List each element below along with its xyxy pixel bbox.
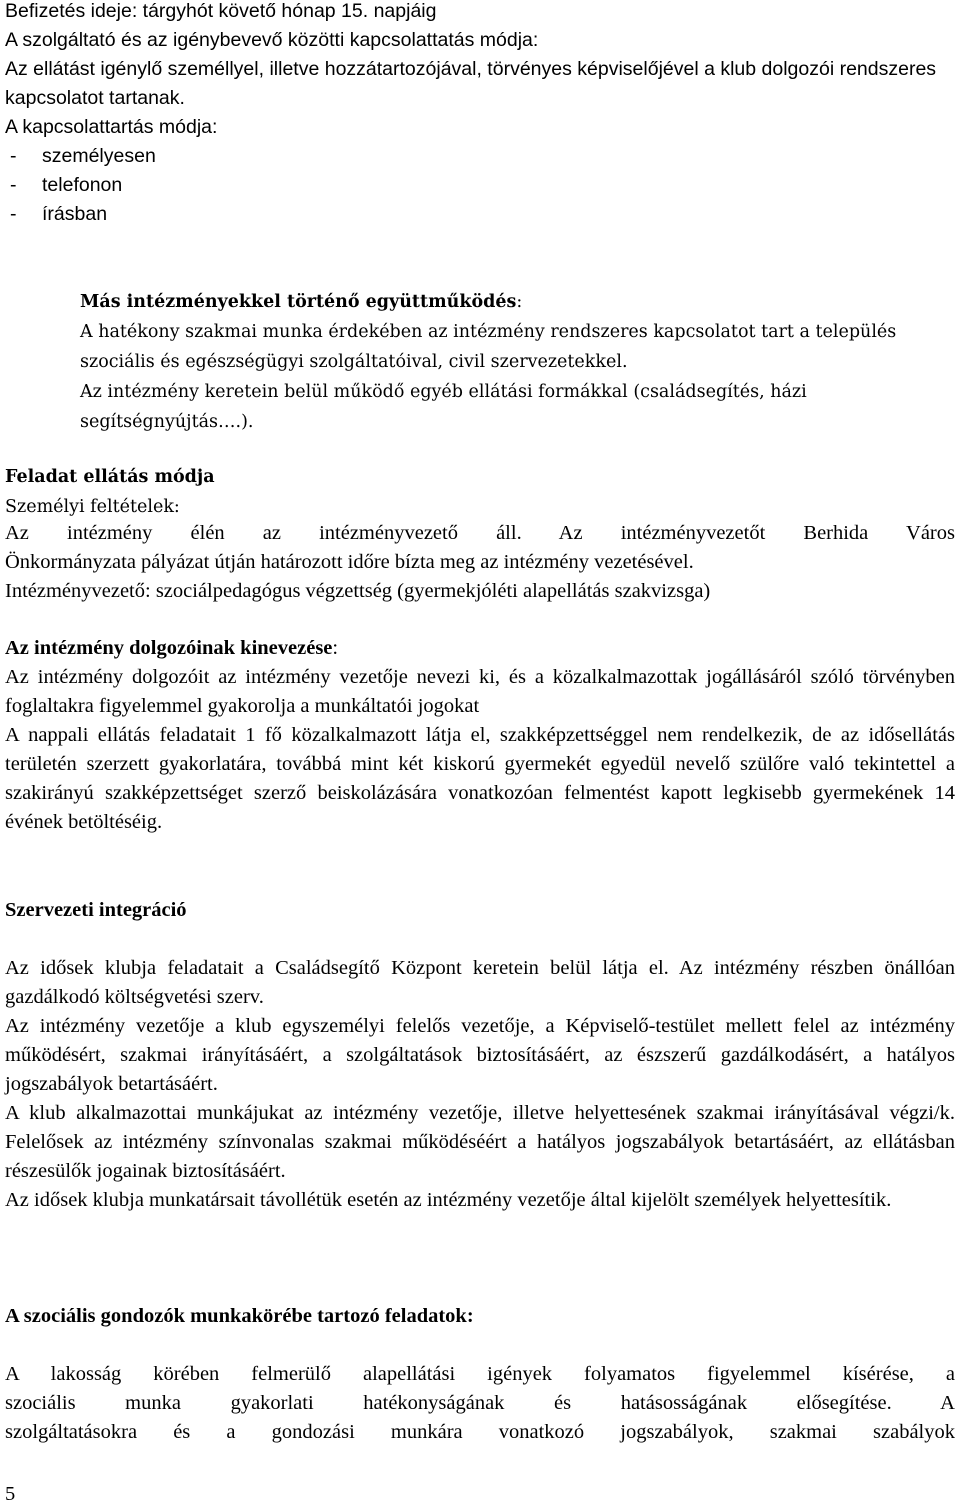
task-method-section [5,462,955,522]
list-item [5,200,955,229]
task-method-line-1: Az intézmény élén az intézményvezető áll. Az intézményvezetőt Berhida Város [5,522,955,544]
list-dash: - [10,203,17,225]
list-item-label: személyesen [42,145,156,167]
list-dash: - [10,145,17,167]
list-item-label: telefonon [42,174,123,196]
integration-body [5,954,955,1215]
appointment-paragraph-2: A nappali ellátás feladatait 1 fő közalkalmazott látja el, szakképzettséggel nem rendelkezik, de az idősellátás területén szerzett gyakorlatára, továbbá mint két kiskorú gyermekét egyedül nevelő szülőre való tekintettel a szakirányú szakképzettséget szerző beiskolázására vonatkozóan felmentést kapott legkisebb gyermekének 14 évének betöltéséig. [5,724,955,833]
appointment-heading-line [5,634,955,663]
caregivers-line-1: A lakosság körében felmerülő alapellátási igények folyamatos figyelemmel kísérése, a [5,1363,955,1385]
appointment-heading-colon: : [332,637,339,659]
list-item-label: írásban [42,203,108,225]
caregivers-body [5,1360,955,1447]
intro-section [5,0,955,229]
list-item [5,171,955,200]
personnel-subheading: Személyi feltételek: [5,497,180,517]
page-number: 5 [5,1483,16,1505]
integration-heading: Szervezeti integráció [5,899,187,921]
caregivers-line-2: szociális munka gyakorlati hatékonyságának és hatásosságának elősegítése. A [5,1392,955,1414]
cooperation-heading-colon: : [516,292,523,312]
contact-text: Az ellátást igénylő személlyel, illetve hozzátartozójával, törvényes képviselőjével a klub dolgozói rendszeres kapcsolatot tartanak. [5,58,937,109]
appointment-paragraph-1: Az intézmény dolgozóit az intézmény vezetője nevezi ki, és a közalkalmazottak jogállásáról szóló törvényben foglaltakra figyelemmel gyakorolja a munkáltatói jogokat [5,666,955,717]
integration-paragraph-4: Az idősek klubja munkatársait távollétük esetén az intézmény vezetője által kijelölt személyek helyettesítik. [5,1189,892,1211]
cooperation-heading: Más intézményekkel történő együttműködés [80,292,517,312]
integration-paragraph-1: Az idősek klubja feladatait a Családsegítő Központ keretein belül látja el. Az intézmény részben önállóan gazdálkodó költségvetési szerv. [5,957,955,1008]
contact-methods-heading: A kapcsolattartás módja: [5,116,218,138]
task-method-line-3: Intézményvezető: szociálpedagógus végzettség (gyermekjóléti alapellátás szakvizsga) [5,580,711,602]
task-method-body [5,519,955,606]
cooperation-paragraph-1: A hatékony szakmai munka érdekében az intézmény rendszeres kapcsolatot tart a település szociális és egészségügyi szolgáltatóival, civil szervezetekkel. [80,322,897,372]
task-method-line-2: Önkormányzata pályázat útján határozott időre bízta meg az intézmény vezetésével. [5,551,694,573]
cooperation-paragraph-2: Az intézmény keretein belül működő egyéb ellátási formákkal (családsegítés, házi segítségnyújtás….). [80,382,807,432]
integration-section [5,896,955,925]
integration-paragraph-3: A klub alkalmazottai munkájukat az intézmény vezetője, illetve helyettesének szakmai irányításával végzi/k. Felelősek az intézmény színvonalas szakmai működéséért a hatályos jogszabályok betartásáért, az ellátásban részesülők jogainak biztosításáért. [5,1102,955,1182]
task-method-heading: Feladat ellátás módja [5,467,215,487]
contact-heading: A szolgáltató és az igénybevevő közötti kapcsolattatás módja: [5,29,539,51]
caregivers-line-3: szolgáltatásokra és a gondozási munkára vonatkozó jogszabályok, szakmai szabályok [5,1421,955,1443]
caregivers-section [5,1302,955,1331]
integration-paragraph-2: Az intézmény vezetője a klub egyszemélyi felelős vezetője, a Képviselő-testület mellett felel az intézmény működésért, szakmai irányításáért, a szolgáltatások biztosításáért, az észszerű gazdálkodásért, a hatályos jogszabályok betartásáért. [5,1015,955,1095]
contact-methods-list [5,142,955,229]
list-dash: - [10,174,17,196]
cooperation-section [80,287,920,437]
payment-due-text: Befizetés ideje: tárgyhót követő hónap 15. napjáig [5,0,437,22]
appointment-section [5,634,955,837]
cooperation-heading-line [80,287,920,317]
list-item [5,142,955,171]
appointment-heading: Az intézmény dolgozóinak kinevezése [5,637,333,659]
caregivers-heading: A szociális gondozók munkakörébe tartozó feladatok: [5,1305,474,1327]
